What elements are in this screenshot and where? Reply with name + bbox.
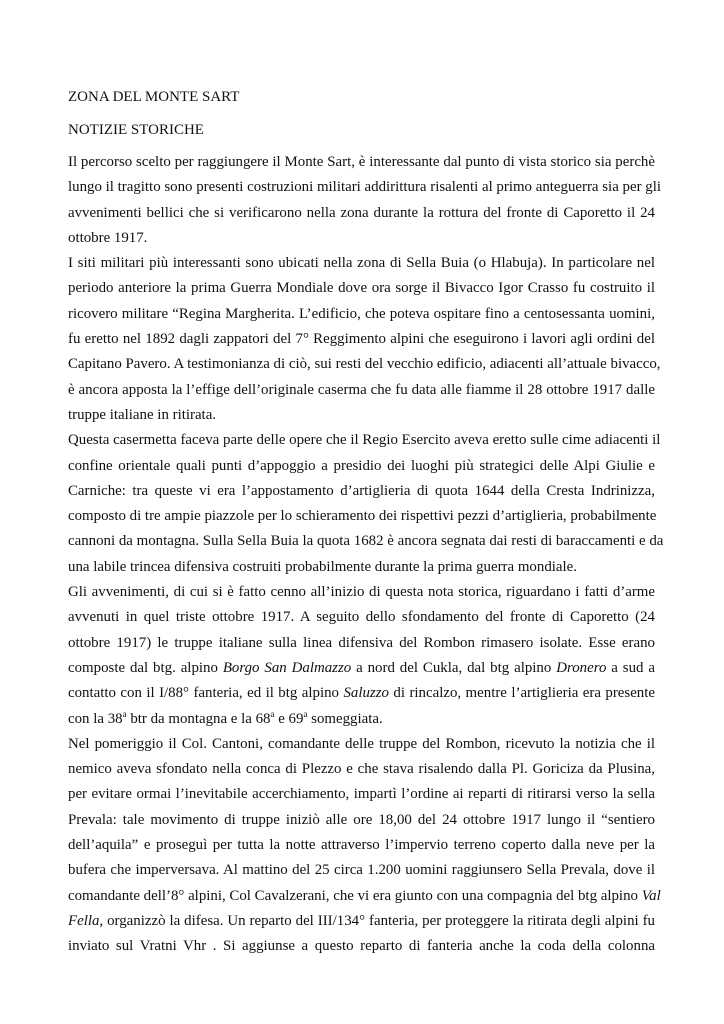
- text-line: fu eretto nel 1892 dagli zappatori del 7° Reggimento alpini che eseguirono i lavori agli ordini del: [68, 331, 655, 348]
- text-line: periodo anteriore la prima Guerra Mondiale dove ora sorge il Bivacco Igor Crasso fu costruito il: [68, 280, 655, 297]
- text-line: bufera che imperversava. Al mattino del 25 circa 1.200 uomini raggiunsero Sella Prevala, dove il: [68, 862, 655, 879]
- document-page: [68, 0, 664, 1024]
- superscript: a: [303, 708, 308, 719]
- italic-text: Val: [641, 887, 661, 904]
- text-span: btr da montagna e la 68: [126, 710, 271, 727]
- text-span: a sud a: [606, 659, 656, 676]
- text-line: Questa casermetta faceva parte delle opere che il Regio Esercito aveva eretto sulle cime adiacenti il: [68, 432, 661, 449]
- text-span: e 69: [274, 710, 304, 727]
- italic-text: Dronero: [556, 659, 607, 676]
- text-span: organizzò la difesa. Un reparto del III/134° fanteria, per proteggere la ritirata degli alpini fu: [103, 912, 655, 929]
- text-line: avvenuti in quel triste ottobre 1917. A seguito dello sfondamento del fronte di Caporetto (24: [68, 609, 655, 626]
- text-line: [68, 884, 661, 909]
- text-line: composto di tre ampie piazzole per lo schieramento dei rispettivi pezzi d’artiglieria, probabilmente: [68, 508, 657, 525]
- superscript: a: [270, 708, 275, 719]
- text-line: avvenimenti bellici che si verificarono nella zona durante la rottura del fronte di Caporetto il 24: [68, 204, 655, 221]
- text-line: truppe italiane in ritirata.: [68, 406, 217, 423]
- text-span: composte dal btg. alpino: [68, 659, 223, 676]
- text-line: I siti militari più interessanti sono ubicati nella zona di Sella Buia (o Hlabuja). In particolare nel: [68, 255, 655, 272]
- text-line: Prevala: tale movimento di truppe iniziò alle ore 18,00 del 24 ottobre 1917 lungo il “sentiero: [68, 811, 655, 828]
- text-line: ottobre 1917.: [68, 229, 148, 246]
- text-line: inviato sul Vratni Vhr . Si aggiunse a questo reparto di fanteria anche la coda della colonna: [68, 938, 655, 955]
- text-span: di rincalzo, mentre l’artiglieria era presente: [388, 685, 655, 702]
- text-span: someggiata.: [307, 710, 383, 727]
- text-line: cannoni da montagna. Sulla Sella Buia la quota 1682 è ancora segnata dai resti di baraccamenti e da: [68, 533, 664, 550]
- text-line: ottobre 1917) le truppe italiane sulla linea difensiva del Rombon rimasero isolate. Esse erano: [68, 634, 655, 651]
- document-title: ZONA DEL MONTE SART: [68, 89, 240, 105]
- text-line: Gli avvenimenti, di cui si è fatto cenno all’inizio di questa nota storica, riguardano i fatti d’arme: [68, 584, 655, 601]
- italic-text: Borgo San Dalmazzo: [222, 659, 352, 676]
- document-body: [68, 150, 664, 960]
- italic-text: Fella,: [68, 912, 104, 929]
- document-subtitle: NOTIZIE STORICHE: [68, 122, 204, 138]
- text-line: [68, 707, 655, 732]
- text-line: confine orientale quali punti d’appoggio a presidio dei luoghi più strategici delle Alpi Giulie e: [68, 457, 655, 474]
- text-span: a nord del Cukla, dal btg alpino: [351, 659, 557, 676]
- text-line: dell’aquila” e proseguì per tutta la notte attraverso l’impervio terreno coperto dalla neve per la: [68, 837, 655, 854]
- text-line: lungo il tragitto sono presenti costruzioni militari addirittura risalenti al primo anteguerra sia per gli: [68, 179, 661, 196]
- text-line: [68, 909, 655, 934]
- text-line: Carniche: tra queste vi era l’appostamento d’artiglieria di quota 1644 della Cresta Indrinizza,: [68, 482, 655, 499]
- text-line: per evitare ormai l’inevitabile accerchiamento, impartì l’ordine ai reparti di ritirarsi verso la sella: [68, 786, 655, 803]
- text-line: nemico aveva sfondato nella conca di Plezzo e che stava risalendo dalla Pl. Goriciza da Plusina,: [68, 761, 655, 778]
- italic-text: Saluzzo: [343, 685, 389, 702]
- text-line: ricovero militare “Regina Margherita. L’edificio, che poteva ospitare fino a centosessanta uomini,: [68, 305, 655, 322]
- text-span: comandante dell’8° alpini, Col Cavalzerani, che vi era giunto con una compagnia del btg alpino: [68, 887, 642, 904]
- text-line: Nel pomeriggio il Col. Cantoni, comandante delle truppe del Rombon, ricevuto la notizia che il: [68, 735, 655, 752]
- text-span: con la 38: [68, 710, 123, 727]
- text-line: Il percorso scelto per raggiungere il Monte Sart, è interessante dal punto di vista storico sia perchè: [68, 154, 655, 170]
- text-line: [68, 656, 655, 681]
- text-line: [68, 681, 655, 706]
- text-span: contatto con il I/88° fanteria, ed il btg alpino: [68, 685, 344, 702]
- text-line: è ancora apposta la l’effige dell’originale caserma che fu data alle fiamme il 28 ottobre 1917 dalle: [68, 381, 655, 398]
- text-line: una labile trincea difensiva costruiti probabilmente durante la prima guerra mondiale.: [68, 558, 577, 575]
- text-line: Capitano Pavero. A testimonianza di ciò, sui resti del vecchio edificio, adiacenti all’attuale bivacco,: [68, 356, 661, 373]
- superscript: a: [122, 708, 127, 719]
